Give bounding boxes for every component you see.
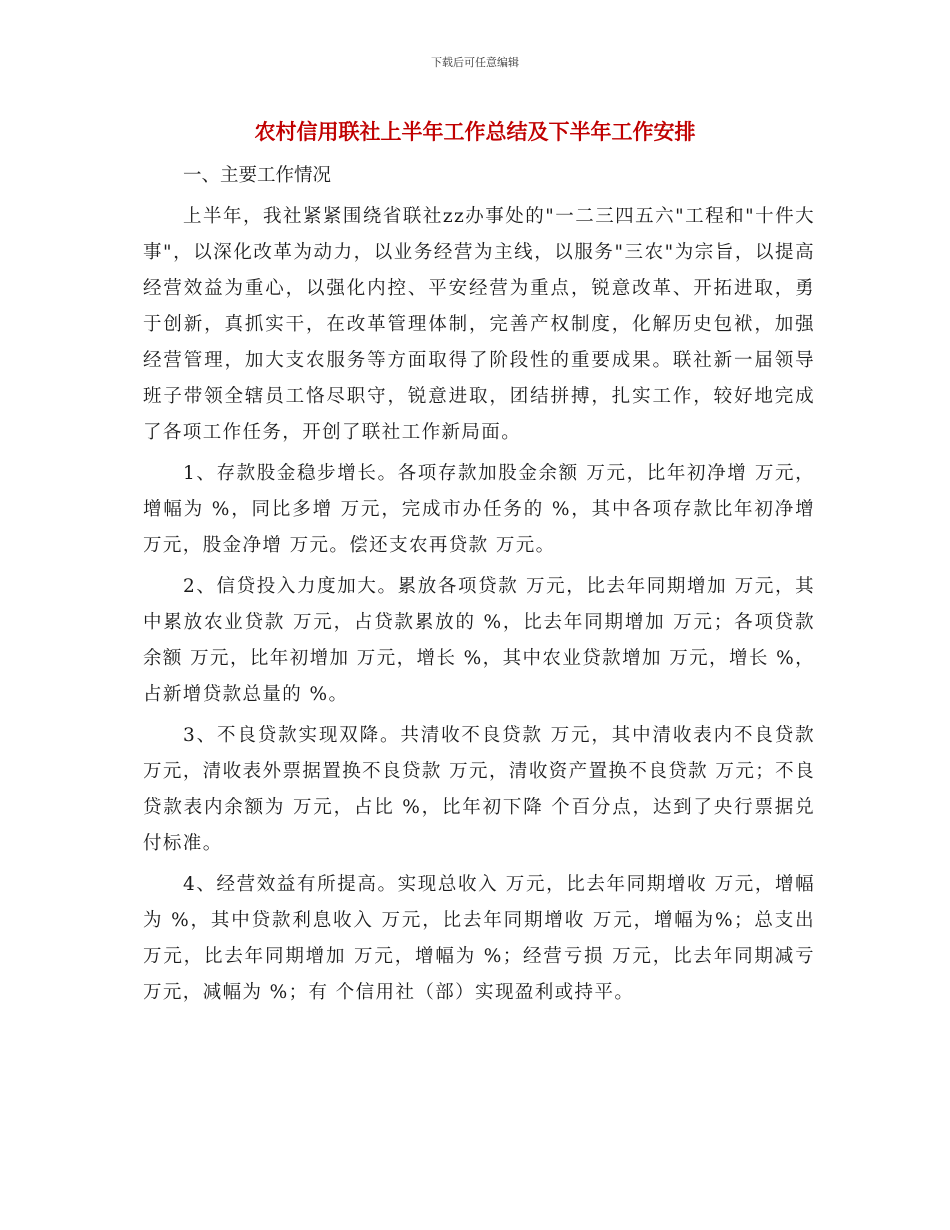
document-title: 农村信用联社上半年工作总结及下半年工作安排 xyxy=(254,120,696,144)
paragraph-bad-loans: 3、不良贷款实现双降。共清收不良贷款 万元，其中清收表内不良贷款 万元，清收表外票据置换不良贷款 万元，清收资产置换不良贷款 万元；不良贷款表内余额为 万元，占比 %，比年初下降 个百分点，达到了央行票据兑付标准。 xyxy=(143,725,815,854)
header-note: 下载后可任意编辑 xyxy=(431,56,519,69)
document-body xyxy=(143,158,815,1016)
paragraph-deposits: 1、存款股金稳步增长。各项存款加股金余额 万元，比年初净增 万元，增幅为 %，同比多增 万元，完成市办任务的 %，其中各项存款比年初净增 万元，股金净增 万元。偿还支农再贷款 万元。 xyxy=(143,463,815,556)
paragraph-efficiency: 4、经营效益有所提高。实现总收入 万元，比去年同期增收 万元，增幅为 %，其中贷款利息收入 万元，比去年同期增收 万元，增幅为%；总支出 万元，比去年同期增加 万元，增幅为 %；经营亏损 万元，比去年同期减亏 万元，减幅为 %；有 个信用社（部）实现盈利或持平。 xyxy=(143,874,815,1003)
paragraph-credit: 2、信贷投入力度加大。累放各项贷款 万元，比去年同期增加 万元，其中累放农业贷款 万元，占贷款累放的 %，比去年同期增加 万元；各项贷款余额 万元，比年初增加 万元，增长 %，其中农业贷款增加 万元，增长 %，占新增贷款总量的 %。 xyxy=(143,576,815,705)
paragraph-intro: 上半年，我社紧紧围绕省联社zz办事处的"一二三四五六"工程和"十件大事"，以深化改革为动力，以业务经营为主线，以服务"三农"为宗旨，以提高经营效益为重心，以强化内控、平安经营为重点，锐意改革、开拓进取，勇于创新，真抓实干，在改革管理体制，完善产权制度，化解历史包袱，加强经营管理，加大支农服务等方面取得了阶段性的重要成果。联社新一届领导班子带领全辖员工恪尽职守，锐意进取，团结拼搏，扎实工作，较好地完成了各项工作任务，开创了联社工作新局面。 xyxy=(143,206,815,443)
section-heading-main-work: 一、主要工作情况 xyxy=(183,165,332,186)
